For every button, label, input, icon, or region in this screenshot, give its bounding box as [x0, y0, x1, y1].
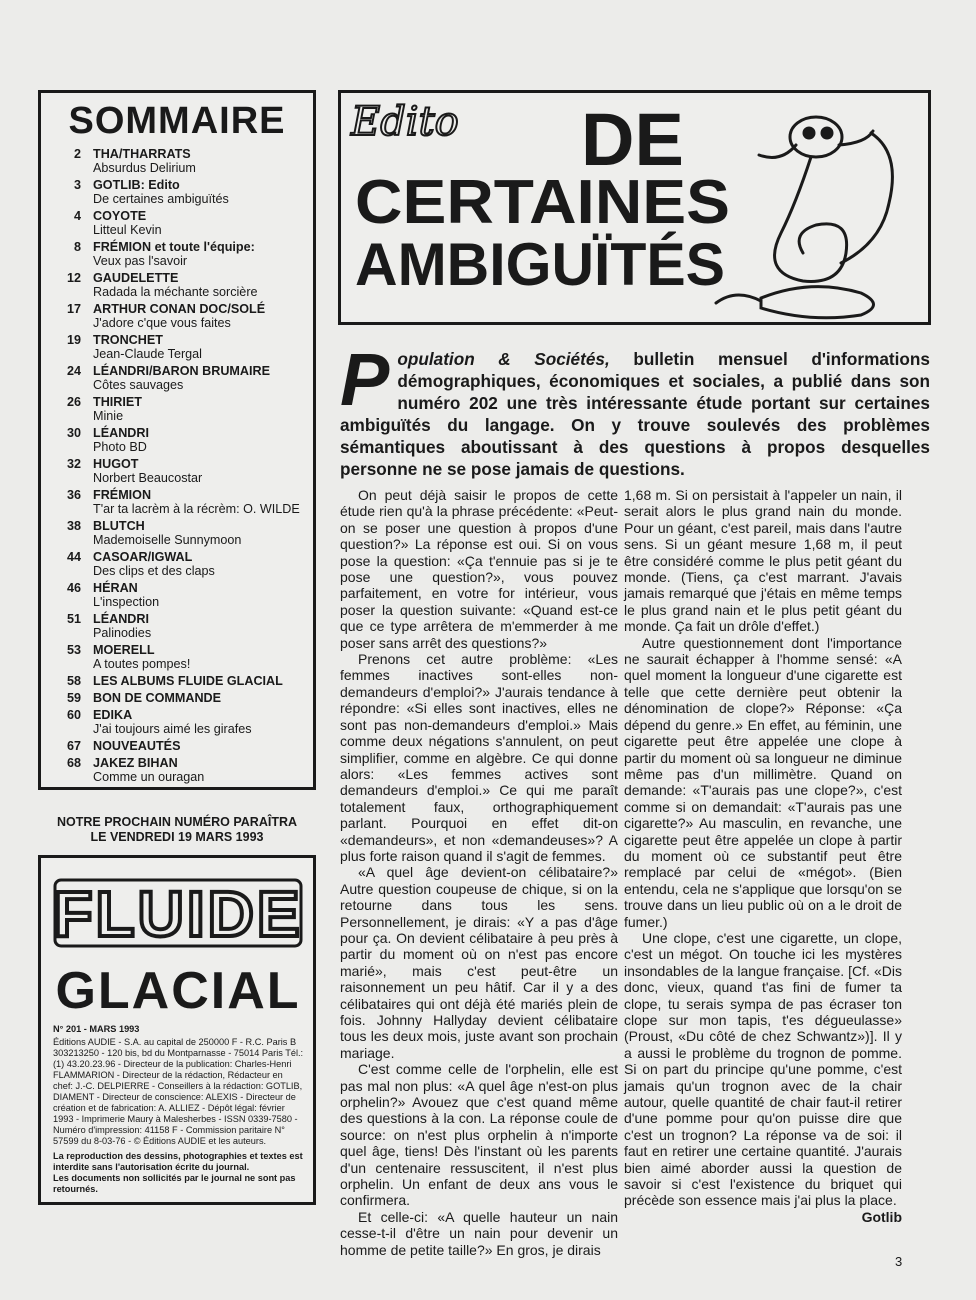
toc-author: NOUVEAUTÉS [93, 739, 181, 753]
paragraph: Et celle-ci: «A quelle hauteur un nain cesse-t-il d'être un nain pour devenir un homme de petite taille?» En gros, je dirais [340, 1208, 618, 1258]
toc-entry [51, 488, 307, 516]
toc-author: BLUTCH [93, 519, 145, 533]
toc-subtitle: De certaines ambiguïtés [93, 192, 229, 206]
toc-author: HUGOT [93, 457, 139, 471]
toc-author: THA/THARRATS [93, 147, 191, 161]
toc-author: BON DE COMMANDE [93, 691, 222, 705]
cartoon-character-illustration [716, 117, 892, 318]
sommaire-title: SOMMAIRE [68, 100, 286, 142]
toc-subtitle: L'inspection [93, 595, 160, 609]
paragraph: 1,68 m. Si on persistait à l'appeler un nain, il serait alors le plus grand nain du monde. Pour un géant, c'est pareil, mais dans l'autre sens. Si un géant mesure 1,68 m, il peut être considéré comme le plus petit géant du monde. (Tiens, ça c'est marrant. J'avais jamais remarqué que j'étais en même temps le plus grand nain et le plus petit géant du monde. Ça fait un drôle d'effet.) [624, 487, 902, 635]
toc-entry [51, 519, 307, 547]
toc-author: GAUDELETTE [93, 271, 179, 285]
toc-entry [51, 739, 307, 753]
toc-page-number: 36 [66, 488, 81, 502]
edito-title-line3: AMBIGUÏTÉS [355, 231, 725, 298]
toc-subtitle: T'ar ta lacrèm à la récrèm: O. WILDE [93, 502, 300, 516]
toc-entry [51, 240, 307, 268]
toc-entry [51, 643, 307, 671]
author-signature: Gotlib [861, 1208, 902, 1225]
toc-page-number: 51 [66, 612, 81, 626]
paragraph: «A quel âge devient-on célibataire?» Autre question coupeuse de chique, si on la retourne dans tous les sens. Personnellement, je dirais: «Y a pas d'âge pour ça. On devient célibataire à peu près à partir du moment où on n'est pas encore marié», mais c'est peut-être un raisonnement un peu hâtif. Car il y a des célibataires qui ont déjà été mariés plein de fois. Johnny Hallyday devient célibataire tous les deux mois, juste avant son prochain mariage. [340, 864, 618, 1061]
issue-number: N° 201 - MARS 1993 [53, 1024, 140, 1034]
toc-author: TRONCHET [93, 333, 163, 347]
logo-glacial-text: GLACIAL [55, 962, 301, 1016]
toc-entry [51, 612, 307, 640]
toc-entry [51, 457, 307, 485]
paragraph: Autre questionnement dont l'importance ne saurait échapper à l'homme sensé: «A quel moment la longueur d'une cigarette est telle que cette dernière peut obtenir la dénomination de clope?» Réponse: «Ça dépend du genre.» En effet, au féminin, une cigarette peut être appelée une clope à partir du moment où sa longueur ne diminue même pas d'un millimètre. Quand on demande: «T'aurais pas une clope?», c'est comme si on demandait: «T'aurais pas une cigarette?» Au masculin, en revanche, une cigarette peut être appelée un clope à partir du moment où ce substantif peut être remplacé par celui de «mégot». (Bien entendu, cela ne s'applique que lorsqu'on se trouve dans un lieu public où on a le droit de fumer.) [624, 634, 902, 930]
toc-entry [51, 209, 307, 237]
toc-subtitle: Norbert Beaucostar [93, 471, 203, 485]
toc-entry [51, 581, 307, 609]
toc-page-number: 68 [66, 756, 81, 770]
edito-title-line1: DE [581, 98, 684, 181]
toc-page-number: 60 [66, 708, 81, 722]
toc-subtitle: Litteul Kevin [93, 223, 162, 237]
toc-subtitle: J'adore c'que vous faites [93, 316, 231, 330]
edito-title-line2: CERTAINES [355, 168, 730, 237]
toc-subtitle: Comme un ouragan [93, 770, 205, 784]
toc-page-number: 3 [73, 178, 81, 192]
toc-author: FRÉMION et toute l'équipe: [93, 240, 255, 254]
toc-author: LÉANDRI [93, 426, 149, 440]
toc-page-number: 38 [66, 519, 81, 533]
toc-subtitle: Côtes sauvages [93, 378, 184, 392]
toc-page-number: 19 [66, 333, 81, 347]
legal-notice-1: La reproduction des dessins, photographies et textes est interdite sans l'autorisation écrite du journal. [53, 1151, 303, 1172]
toc-entry [51, 271, 307, 299]
drop-cap: P [340, 338, 390, 421]
toc-page-number: 59 [66, 691, 81, 705]
toc-entry [51, 364, 307, 392]
edito-header [338, 90, 931, 325]
article-column-1 [340, 487, 618, 1258]
toc-entry [51, 426, 307, 454]
next-issue-line2: LE VENDREDI 19 MARS 1993 [90, 830, 264, 844]
toc-entry [51, 395, 307, 423]
toc-author: FRÉMION [93, 488, 152, 502]
toc-entry [51, 333, 307, 361]
toc-author: LÉANDRI/BARON BRUMAIRE [93, 364, 271, 378]
toc-entry [51, 708, 307, 736]
toc-page-number: 67 [66, 739, 81, 753]
toc-author: LES ALBUMS FLUIDE GLACIAL [93, 674, 283, 688]
toc-page-number: 58 [66, 674, 81, 688]
toc-entry [51, 691, 307, 705]
toc-author: EDIKA [93, 708, 133, 722]
next-issue-notice [38, 815, 316, 845]
toc-page-number: 12 [66, 271, 81, 285]
toc-page-number: 26 [66, 395, 81, 409]
toc-subtitle: Palinodies [93, 626, 152, 640]
toc-subtitle: Photo BD [93, 440, 147, 454]
edito-header-art [341, 93, 928, 322]
toc-list [41, 147, 313, 784]
toc-author: THIRIET [93, 395, 142, 409]
toc-page-number: 2 [73, 147, 81, 161]
edito-label: Edito [351, 99, 459, 145]
fluide-glacial-logo [53, 876, 303, 1016]
logo-glacial [55, 962, 300, 1016]
toc-page-number: 32 [66, 457, 81, 471]
next-issue-line1: NOTRE PROCHAIN NUMÉRO PARAÎTRA [56, 815, 298, 829]
paragraph: C'est comme celle de l'orphelin, elle est pas mal non plus: «A quel âge n'est-on plus orphelin?» Avouez que c'est quand même des questions à la con. La réponse coule de source: on n'est plus orphelin à n'importe quel âge, tiens! Dès l'instant où les parents d'un centenaire ressuscitent, il n'est plus orphelin. Un enfant de deux ans vous le confirmera. [340, 1061, 618, 1209]
toc-page-number: 17 [66, 302, 81, 316]
masthead [38, 855, 316, 1205]
paragraph: Prenons cet autre problème: «Les femmes inactives sont-elles non-demandeurs d'emploi?» J'aurais tendance à répondre: «Si elles sont inactives, elles ne sont pas non-demandeurs d'emploi.» Mais comme deux négations s'annulent, on peut simplifier, comme en algèbre. Ce qui donne alors: «Les femmes actives sont demandeurs d'emploi.» Ce qui me paraît totalement faux, orthographiquement parlant. Pourquoi en effet dit-on «demandeurs», et non «demandeuses»? A plus forte raison quand il s'agit de femmes. [340, 651, 618, 864]
toc-page-number: 24 [66, 364, 81, 378]
toc-author: LÉANDRI [93, 612, 149, 626]
toc-subtitle: A toutes pompes! [93, 657, 191, 671]
paragraph: Une clope, c'est une cigarette, un clope, c'est un mégot. On touche ici les mystères insondables de la langue française. [Cf. «Dis donc, vieux, quand t'as fini de fumer ta clope, tu serais sympa de pas écraser ton clope sur mon tapis, t'es dégueulasse» (Proust, «Du côté de chez Schwantz»)]. Il y a aussi le problème du trognon de pomme. Si on part du principe qu'une pomme, c'est jamais qu'un trognon avec de la chair autour, quelle quantité de chair faut-il retirer d'une pomme pour qu'on puisse dire que c'est un trognon? La réponse va de soi: il faut en retirer une certaine quantité. J'aurais bien aimé aborder aussi la question de savoir si c'est l'existence du briquet qui précède son essence mais j'ai plus la place. [624, 929, 902, 1209]
toc-author: GOTLIB: Edito [93, 178, 180, 192]
intro-text: bulletin mensuel d'informations démographiques, économiques et sociales, a publié dans son numéro 202 une très intéressante étude portant sur certaines ambiguïtés du langage. On y trouve soulevés des problèmes sémantiques aboutissant à des questions à propos desquelles personne ne se pose jamais de questions. [340, 349, 930, 479]
toc-entry [51, 147, 307, 175]
toc-author: ARTHUR CONAN DOC/SOLÉ [93, 302, 266, 316]
toc-author: MOERELL [93, 643, 155, 657]
toc-subtitle: J'ai toujours aimé les girafes [93, 722, 252, 736]
toc-subtitle: Absurdus Delirium [93, 161, 196, 175]
toc-page-number: 8 [73, 240, 81, 254]
toc-author: JAKEZ BIHAN [93, 756, 178, 770]
toc-entry [51, 302, 307, 330]
toc-entry [51, 550, 307, 578]
toc-page-number: 46 [66, 581, 81, 595]
toc-entry [51, 756, 307, 784]
toc-subtitle: Minie [93, 409, 124, 423]
logo-fluide [53, 878, 302, 950]
toc-subtitle: Mademoiselle Sunnymoon [93, 533, 242, 547]
toc-entry [51, 178, 307, 206]
toc-page-number: 44 [66, 550, 81, 564]
toc-author: CASOAR/IGWAL [93, 550, 193, 564]
toc-page-number: 4 [73, 209, 81, 223]
toc-author: HÉRAN [93, 581, 138, 595]
article-intro [340, 338, 930, 480]
toc-subtitle: Veux pas l'savoir [93, 254, 188, 268]
toc-page-number: 53 [66, 643, 81, 657]
article-column-2 [624, 487, 902, 1225]
publication-name: opulation & Sociétés, [397, 349, 610, 369]
paragraph: On peut déjà saisir le propos de cette étude rien qu'à la phrase précédente: «Peut-on se poser une question à propos d'une question?» La réponse est oui. Si on vous pose la question: «Ça t'ennuie pas si je te pose une question?», vous pouvez parfaitement, en votre for intérieur, vous poser la question suivante: «Quand est-ce que ce type arrêtera de m'emmerder à me poser sans arrêt des questions?» [340, 487, 618, 651]
toc-page-number: 30 [66, 426, 81, 440]
table-of-contents [38, 90, 316, 790]
toc-author: COYOTE [93, 209, 147, 223]
imprint-block [53, 1024, 305, 1195]
toc-subtitle: Jean-Claude Tergal [93, 347, 202, 361]
toc-subtitle: Radada la méchante sorcière [93, 285, 258, 299]
imprint-text: Éditions AUDIE - S.A. au capital de 250000 F - R.C. Paris B 303213250 - 120 bis, bd du Montparnasse - 75014 Paris Tél.: (1) 43.20.23.96 - Directeur de la publication: Charles-Henri FLAMMARION - Directeur de la rédaction, Rédacteur en chef: J.-C. DELPIERRE - Conseillers à la rédaction: GOTLIB, DIAMENT - Directeur de conscience: ALEXIS - Directeur de création et de fabrication: A. ALLIEZ - Dépôt légal: février 1993 - Imprimerie Maury à Malesherbes - ISSN 0339-7580 - Numéro d'impression: 41158 F - Commission paritaire N° 57599 du 8-03-76 - © Éditions AUDIE et les auteurs. [53, 1037, 304, 1146]
toc-entry [51, 674, 307, 688]
page-number: 3 [895, 1254, 903, 1269]
legal-notice-2: Les documents non sollicités par le journal ne sont pas retournés. [53, 1173, 296, 1194]
toc-subtitle: Des clips et des claps [93, 564, 215, 578]
logo-fluide-text: FLUIDE [53, 878, 303, 950]
